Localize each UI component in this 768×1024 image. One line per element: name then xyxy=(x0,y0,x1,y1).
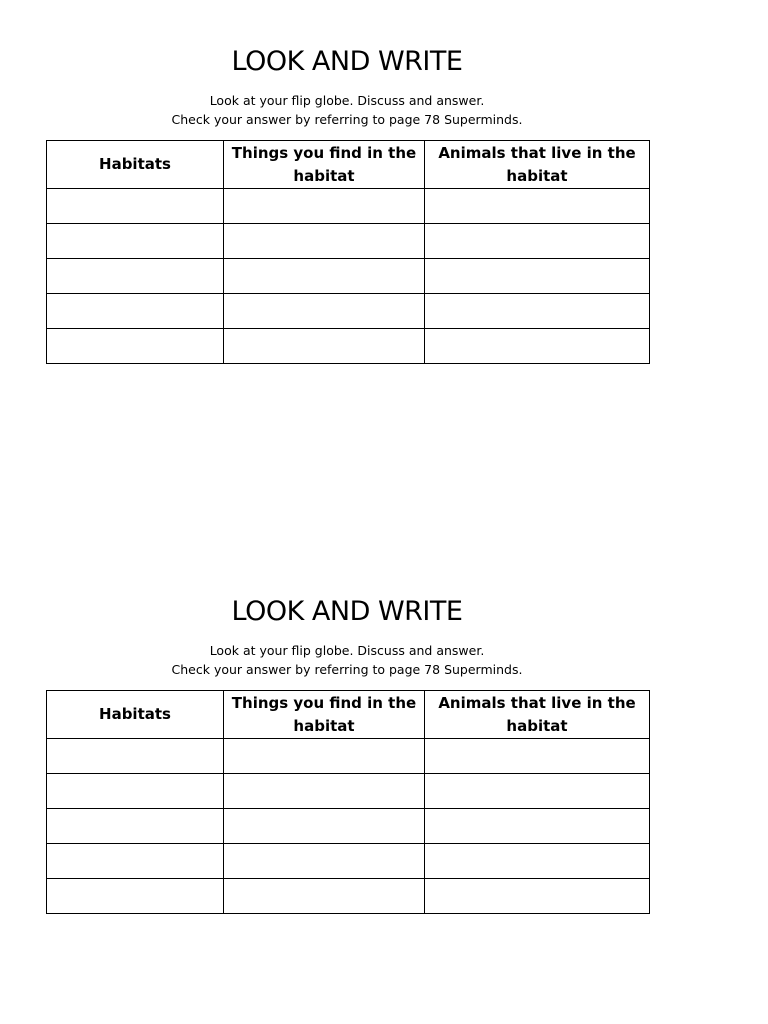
animals-cell[interactable] xyxy=(425,879,650,914)
things-cell[interactable] xyxy=(224,739,425,774)
animals-cell[interactable] xyxy=(425,259,650,294)
instruction-line-2: Check your answer by referring to page 78 Superminds. xyxy=(171,662,523,677)
habitat-cell[interactable] xyxy=(47,224,224,259)
things-cell[interactable] xyxy=(224,189,425,224)
instruction-line-1: Look at your flip globe. Discuss and answer. xyxy=(209,643,485,658)
animals-cell[interactable] xyxy=(425,189,650,224)
habitat-cell[interactable] xyxy=(47,739,224,774)
habitat-cell[interactable] xyxy=(47,844,224,879)
header-things-you-find: Things you find in the habitat xyxy=(224,691,425,739)
worksheet-title: LOOK AND WRITE xyxy=(231,596,463,627)
instruction-line-1: Look at your flip globe. Discuss and answer. xyxy=(209,93,485,108)
animals-cell[interactable] xyxy=(425,224,650,259)
things-cell[interactable] xyxy=(224,879,425,914)
habitat-cell[interactable] xyxy=(47,329,224,364)
table-row xyxy=(47,224,650,259)
table-row xyxy=(47,809,650,844)
habitat-cell[interactable] xyxy=(47,294,224,329)
header-things-you-find: Things you find in the habitat xyxy=(224,141,425,189)
things-cell[interactable] xyxy=(224,844,425,879)
table-header-row xyxy=(47,691,650,739)
things-cell[interactable] xyxy=(224,224,425,259)
habitat-cell[interactable] xyxy=(47,259,224,294)
things-cell[interactable] xyxy=(224,259,425,294)
header-animals: Animals that live in the habitat xyxy=(425,141,650,189)
animals-cell[interactable] xyxy=(425,809,650,844)
header-habitats: Habitats xyxy=(47,691,224,739)
things-cell[interactable] xyxy=(224,809,425,844)
habitat-table xyxy=(46,690,650,914)
habitat-cell[interactable] xyxy=(47,809,224,844)
habitat-cell[interactable] xyxy=(47,189,224,224)
table-row xyxy=(47,189,650,224)
table-row xyxy=(47,739,650,774)
table-header-row xyxy=(47,141,650,189)
things-cell[interactable] xyxy=(224,774,425,809)
worksheet-title: LOOK AND WRITE xyxy=(231,46,463,77)
table-row xyxy=(47,879,650,914)
table-row xyxy=(47,774,650,809)
habitat-cell[interactable] xyxy=(47,774,224,809)
things-cell[interactable] xyxy=(224,329,425,364)
table-row xyxy=(47,329,650,364)
table-row xyxy=(47,294,650,329)
animals-cell[interactable] xyxy=(425,844,650,879)
header-habitats: Habitats xyxy=(47,141,224,189)
animals-cell[interactable] xyxy=(425,739,650,774)
table-row xyxy=(47,259,650,294)
habitat-cell[interactable] xyxy=(47,879,224,914)
instruction-line-2: Check your answer by referring to page 78 Superminds. xyxy=(171,112,523,127)
header-animals: Animals that live in the habitat xyxy=(425,691,650,739)
things-cell[interactable] xyxy=(224,294,425,329)
table-row xyxy=(47,844,650,879)
habitat-table xyxy=(46,140,650,364)
animals-cell[interactable] xyxy=(425,294,650,329)
animals-cell[interactable] xyxy=(425,774,650,809)
animals-cell[interactable] xyxy=(425,329,650,364)
